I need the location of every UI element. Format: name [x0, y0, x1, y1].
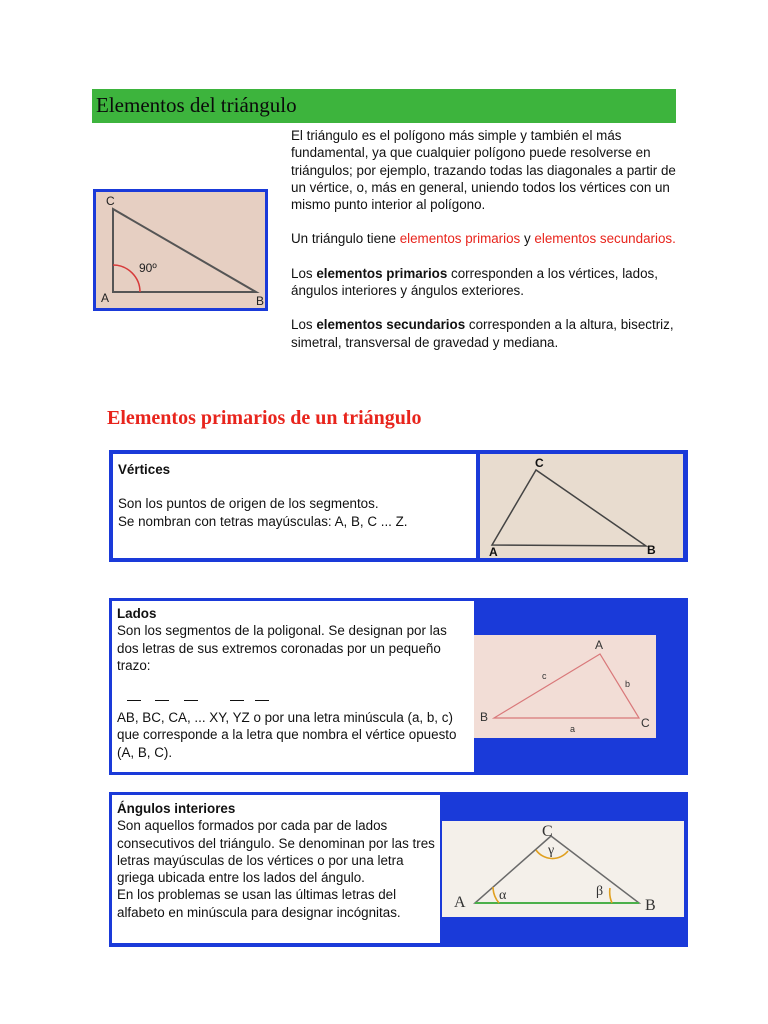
text: corresponden a la altura, bisectriz, simetral, transversal de gravedad y mediana.: [291, 317, 674, 350]
sides-triangle-figure: [474, 635, 656, 738]
angles-text-panel: [112, 795, 440, 943]
vertex-c-label: C: [641, 716, 650, 730]
sides-letters: AB, BC, CA, ... XY, YZ: [117, 710, 250, 725]
text: corresponden a los vértices, lados, ángulos interiores y ángulos exteriores.: [291, 265, 658, 299]
beta-label: β: [596, 884, 604, 899]
header-bar: [92, 89, 676, 123]
vertex-c-label: C: [106, 194, 115, 208]
section-heading: Elementos primarios de un triángulo: [107, 407, 422, 429]
alpha-label: α: [499, 888, 507, 903]
sides-text-2: o por una letra minúscula (a, b, c) que corresponde a la letra que nombra el vértice opuesto (A, B, C).: [117, 710, 457, 760]
right-angle-label: 90º: [139, 261, 157, 275]
sides-title: Lados: [117, 606, 157, 621]
vertices-line-1: Son los puntos de origen de los segmentos.: [118, 496, 379, 512]
text: .: [672, 231, 676, 247]
intro-paragraph-1: El triángulo es el polígono más simple y también el más fundamental, ya que cualquier polígono puede resolverse en triángulos; por ejemplo, trazando todas las diagonales a partir de un vértice, o, más en general, uniendo todos los vértices con un mismo punto interior al polígono.: [291, 128, 676, 213]
vertex-a-label: A: [489, 545, 498, 558]
primary-elements-link-text: elementos primarios: [399, 231, 521, 247]
side-c-label: c: [542, 671, 547, 681]
vertex-c-label: C: [535, 456, 544, 470]
vertex-a-label: A: [101, 291, 110, 305]
vertex-c-label: C: [542, 823, 553, 840]
page-title: Elementos del triángulo: [96, 93, 297, 117]
angles-text-1: Son aquellos formados por cada par de lados consecutivos del triángulo. Se denominan por las tres letras mayúsculas de los vértices o por una letra griega ubicada entre los lados del ángulo.: [117, 818, 435, 886]
sides-box: [109, 598, 688, 775]
vertices-triangle-figure: [480, 454, 683, 558]
text: Los: [291, 317, 317, 333]
text: Un triángulo tiene: [291, 231, 400, 247]
vertex-b-label: B: [645, 897, 656, 914]
angles-box: [109, 792, 688, 947]
text: y: [520, 231, 535, 247]
text: Los: [291, 265, 317, 281]
vertices-box: [109, 450, 688, 562]
vertices-text-panel: [113, 454, 476, 558]
secondary-elements-link-text: elementos secundarios: [534, 231, 673, 247]
intro-paragraph-2: [291, 230, 681, 247]
vertices-title: Vértices: [118, 462, 171, 477]
vertex-b-label: B: [647, 543, 656, 557]
overline-marks: [127, 697, 277, 701]
angles-title: Ángulos interiores: [117, 801, 236, 816]
vertex-a-label: A: [595, 638, 604, 652]
vertex-a-label: A: [454, 894, 466, 911]
sides-text-panel: [112, 601, 474, 772]
angles-triangle-figure: [442, 821, 684, 917]
right-triangle-figure: [93, 189, 268, 311]
intro-text: [291, 127, 681, 368]
sides-text-2-wrapper: [117, 709, 469, 761]
bold-term: elementos primarios: [316, 265, 448, 281]
vertex-b-label: B: [480, 710, 489, 724]
side-b-label: b: [625, 679, 631, 689]
bold-term: elementos secundarios: [316, 317, 466, 333]
intro-paragraph-4: [291, 316, 681, 351]
vertices-line-2: Se nombran con tetras mayúsculas: A, B, C ... Z.: [118, 513, 408, 529]
vertex-b-label: B: [256, 294, 265, 308]
intro-paragraph-3: [291, 265, 681, 300]
angles-text-2: En los problemas se usan las últimas letras del alfabeto en minúscula para designar incógnitas.: [117, 887, 401, 920]
sides-text-1: Son los segmentos de la poligonal. Se designan por las dos letras de sus extremos coronadas por un pequeño trazo:: [117, 623, 447, 673]
side-a-label: a: [570, 724, 576, 734]
gamma-label: γ: [548, 843, 555, 858]
